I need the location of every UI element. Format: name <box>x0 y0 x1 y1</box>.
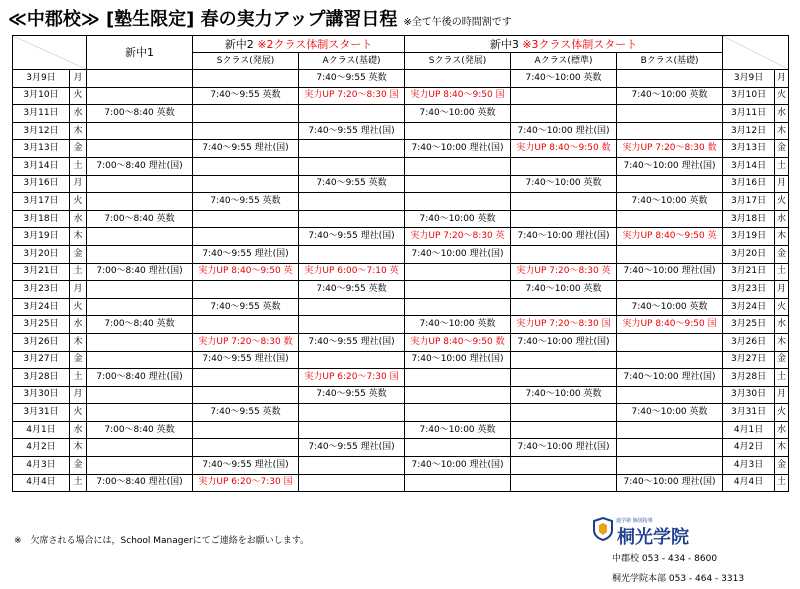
session-cell: 7:40〜10:00 英数 <box>617 87 723 105</box>
session-cell <box>299 457 405 475</box>
session-cell <box>193 316 299 334</box>
session-cell <box>193 210 299 228</box>
date-cell: 3月27日 <box>13 351 70 369</box>
session-cell: 7:00〜8:40 理社(国) <box>87 157 193 175</box>
session-cell <box>87 281 193 299</box>
date-cell-right: 4月1日 <box>723 421 775 439</box>
weekday-cell: 金 <box>70 140 87 158</box>
weekday-cell: 金 <box>70 245 87 263</box>
session-cell <box>405 263 511 281</box>
table-row <box>13 421 789 439</box>
session-cell <box>405 298 511 316</box>
session-cell: 実力UP 7:20〜8:30 国 <box>299 87 405 105</box>
group-s3-note: ※3クラス体制スタート <box>522 37 638 51</box>
session-cell: 実力UP 7:20〜8:30 数 <box>193 333 299 351</box>
date-cell: 3月17日 <box>13 193 70 211</box>
weekday-cell: 月 <box>70 386 87 404</box>
session-cell <box>87 122 193 140</box>
weekday-cell: 金 <box>70 457 87 475</box>
session-cell <box>193 439 299 457</box>
session-cell: 実力UP 8:40〜9:50 英 <box>617 228 723 246</box>
session-cell: 7:40〜10:00 理社(国) <box>405 140 511 158</box>
session-cell <box>193 281 299 299</box>
session-cell <box>299 210 405 228</box>
date-cell: 3月23日 <box>13 281 70 299</box>
session-cell: 7:00〜8:40 英数 <box>87 421 193 439</box>
session-cell <box>87 333 193 351</box>
session-cell: 7:40〜10:00 理社(国) <box>511 228 617 246</box>
weekday-cell: 月 <box>70 281 87 299</box>
group-s2-note: ※2クラス体制スタート <box>257 37 373 51</box>
weekday-cell-right: 火 <box>775 87 789 105</box>
session-cell <box>87 351 193 369</box>
session-cell <box>405 474 511 492</box>
session-cell <box>405 439 511 457</box>
date-cell-right: 3月28日 <box>723 369 775 387</box>
session-cell: 7:00〜8:40 英数 <box>87 316 193 334</box>
contact-branch: 中郡校 053 - 434 - 8600 <box>612 554 718 564</box>
session-cell <box>617 70 723 88</box>
session-cell <box>193 369 299 387</box>
date-cell: 3月20日 <box>13 245 70 263</box>
session-cell <box>87 386 193 404</box>
session-cell: 7:40〜10:00 英数 <box>405 210 511 228</box>
weekday-cell-right: 金 <box>775 245 789 263</box>
date-cell-right: 3月10日 <box>723 87 775 105</box>
session-cell <box>299 245 405 263</box>
table-row <box>13 404 789 422</box>
session-cell <box>511 351 617 369</box>
session-cell: 7:40〜9:55 英数 <box>299 281 405 299</box>
weekday-cell-right: 水 <box>775 421 789 439</box>
session-cell <box>299 140 405 158</box>
session-cell <box>511 193 617 211</box>
session-cell: 実力UP 7:20〜8:30 英 <box>405 228 511 246</box>
session-cell: 7:40〜9:55 理社(国) <box>193 457 299 475</box>
date-cell: 3月30日 <box>13 386 70 404</box>
session-cell <box>511 404 617 422</box>
session-cell <box>617 122 723 140</box>
session-cell <box>617 281 723 299</box>
session-cell: 実力UP 8:40〜9:50 英 <box>193 263 299 281</box>
session-cell <box>617 210 723 228</box>
date-cell: 4月3日 <box>13 457 70 475</box>
session-cell: 実力UP 8:40〜9:50 国 <box>617 316 723 334</box>
footnote: ※ 欠席される場合には，School Managerにてご連絡をお願いします。 <box>14 536 310 546</box>
weekday-cell-right: 水 <box>775 105 789 123</box>
table-row <box>13 228 789 246</box>
session-cell: 7:40〜9:55 理社(国) <box>299 333 405 351</box>
contact-headquarters: 桐光学院本部 053 - 464 - 3313 <box>612 574 745 584</box>
session-cell <box>193 70 299 88</box>
session-cell: 7:40〜10:00 英数 <box>405 105 511 123</box>
date-cell-right: 3月9日 <box>723 70 775 88</box>
date-cell-right: 4月3日 <box>723 457 775 475</box>
date-cell: 3月19日 <box>13 228 70 246</box>
group-header-s1: 新中1 <box>87 36 193 70</box>
table-row <box>13 193 789 211</box>
date-cell-right: 3月14日 <box>723 157 775 175</box>
session-cell: 実力UP 8:40〜9:50 国 <box>405 87 511 105</box>
weekday-cell: 月 <box>70 175 87 193</box>
table-row <box>13 263 789 281</box>
session-cell <box>87 404 193 422</box>
logo-name: 桐光学院 <box>617 527 689 548</box>
date-cell: 3月12日 <box>13 122 70 140</box>
weekday-cell-right: 火 <box>775 298 789 316</box>
date-cell-right: 3月18日 <box>723 210 775 228</box>
schedule-table <box>12 35 789 492</box>
weekday-cell-right: 火 <box>775 404 789 422</box>
session-cell <box>193 105 299 123</box>
weekday-cell: 火 <box>70 298 87 316</box>
table-row <box>13 369 789 387</box>
weekday-cell: 土 <box>70 369 87 387</box>
date-cell: 4月1日 <box>13 421 70 439</box>
session-cell: 7:40〜10:00 英数 <box>511 70 617 88</box>
session-cell: 7:40〜9:55 英数 <box>193 193 299 211</box>
session-cell <box>87 87 193 105</box>
session-cell <box>193 175 299 193</box>
session-cell <box>299 351 405 369</box>
session-cell <box>511 210 617 228</box>
group-header-s3 <box>405 36 723 53</box>
session-cell: 7:40〜10:00 英数 <box>511 386 617 404</box>
table-row <box>13 157 789 175</box>
session-cell <box>405 369 511 387</box>
session-cell: 7:00〜8:40 理社(国) <box>87 369 193 387</box>
session-cell: 実力UP 6:20〜7:30 国 <box>299 369 405 387</box>
date-cell: 3月14日 <box>13 157 70 175</box>
session-cell <box>299 157 405 175</box>
logo-tagline: 進学塾 個別指導 <box>616 518 653 524</box>
weekday-cell: 金 <box>70 351 87 369</box>
session-cell <box>87 457 193 475</box>
class-header: Aクラス(基礎) <box>299 53 405 70</box>
table-row <box>13 140 789 158</box>
weekday-cell: 木 <box>70 333 87 351</box>
date-cell-right: 3月30日 <box>723 386 775 404</box>
session-cell <box>511 87 617 105</box>
weekday-cell-right: 水 <box>775 210 789 228</box>
session-cell: 7:40〜9:55 英数 <box>299 386 405 404</box>
session-cell <box>617 333 723 351</box>
date-cell: 3月24日 <box>13 298 70 316</box>
session-cell: 7:40〜10:00 理社(国) <box>405 457 511 475</box>
date-cell-right: 3月31日 <box>723 404 775 422</box>
session-cell <box>193 228 299 246</box>
group-s2-label: 新中2 <box>224 37 254 51</box>
session-cell: 7:40〜10:00 理社(国) <box>511 122 617 140</box>
session-cell <box>617 421 723 439</box>
session-cell: 7:40〜9:55 英数 <box>299 175 405 193</box>
session-cell <box>511 421 617 439</box>
weekday-cell-right: 土 <box>775 157 789 175</box>
session-cell: 7:40〜10:00 英数 <box>617 298 723 316</box>
session-cell: 7:40〜9:55 英数 <box>193 404 299 422</box>
session-cell <box>511 105 617 123</box>
session-cell <box>299 298 405 316</box>
session-cell: 7:40〜9:55 理社(国) <box>299 439 405 457</box>
weekday-cell: 木 <box>70 439 87 457</box>
session-cell <box>405 386 511 404</box>
session-cell <box>617 439 723 457</box>
session-cell <box>193 157 299 175</box>
date-cell-right: 3月12日 <box>723 122 775 140</box>
date-cell: 3月28日 <box>13 369 70 387</box>
weekday-cell-right: 月 <box>775 386 789 404</box>
session-cell <box>299 404 405 422</box>
weekday-cell-right: 金 <box>775 140 789 158</box>
session-cell <box>87 439 193 457</box>
session-cell: 7:40〜10:00 理社(国) <box>617 474 723 492</box>
weekday-cell-right: 火 <box>775 193 789 211</box>
session-cell <box>87 245 193 263</box>
table-row <box>13 210 789 228</box>
table-row <box>13 281 789 299</box>
page-title <box>8 5 512 31</box>
session-cell <box>299 474 405 492</box>
session-cell <box>299 421 405 439</box>
session-cell <box>511 157 617 175</box>
weekday-cell: 月 <box>70 70 87 88</box>
title-main: ≪中郡校≫ [塾生限定] 春の実力アップ講習日程 <box>8 9 398 30</box>
weekday-cell: 水 <box>70 421 87 439</box>
session-cell <box>405 193 511 211</box>
session-cell <box>511 369 617 387</box>
session-cell <box>617 105 723 123</box>
session-cell: 7:40〜10:00 英数 <box>511 175 617 193</box>
weekday-cell: 水 <box>70 316 87 334</box>
weekday-cell: 火 <box>70 193 87 211</box>
session-cell: 7:40〜9:55 英数 <box>299 70 405 88</box>
date-cell-right: 3月19日 <box>723 228 775 246</box>
session-cell <box>299 193 405 211</box>
weekday-cell-right: 木 <box>775 228 789 246</box>
session-cell <box>617 386 723 404</box>
weekday-cell: 水 <box>70 105 87 123</box>
session-cell: 7:00〜8:40 理社(国) <box>87 263 193 281</box>
logo <box>592 517 752 548</box>
session-cell: 実力UP 7:20〜8:30 英 <box>511 263 617 281</box>
session-cell: 実力UP 7:20〜8:30 国 <box>511 316 617 334</box>
date-cell-right: 3月26日 <box>723 333 775 351</box>
session-cell: 7:40〜9:55 理社(国) <box>193 140 299 158</box>
date-cell-right: 3月16日 <box>723 175 775 193</box>
table-row <box>13 333 789 351</box>
date-cell: 3月25日 <box>13 316 70 334</box>
header-row-groups <box>13 36 789 53</box>
date-cell-right: 3月11日 <box>723 105 775 123</box>
weekday-cell-right: 土 <box>775 263 789 281</box>
session-cell: 7:40〜10:00 理社(国) <box>617 263 723 281</box>
session-cell: 7:40〜10:00 理社(国) <box>617 369 723 387</box>
class-header: Aクラス(標準) <box>511 53 617 70</box>
weekday-cell: 木 <box>70 228 87 246</box>
session-cell <box>511 457 617 475</box>
table-row <box>13 70 789 88</box>
date-cell-right: 3月13日 <box>723 140 775 158</box>
session-cell <box>405 175 511 193</box>
date-cell-right: 3月25日 <box>723 316 775 334</box>
date-cell-right: 3月23日 <box>723 281 775 299</box>
date-cell-right: 4月4日 <box>723 474 775 492</box>
session-cell: 7:40〜9:55 理社(国) <box>193 351 299 369</box>
table-row <box>13 351 789 369</box>
date-cell-right: 3月20日 <box>723 245 775 263</box>
session-cell: 7:40〜9:55 英数 <box>193 87 299 105</box>
corner-cell-right <box>723 36 789 70</box>
weekday-cell: 火 <box>70 404 87 422</box>
weekday-cell: 土 <box>70 263 87 281</box>
weekday-cell-right: 木 <box>775 333 789 351</box>
session-cell <box>511 474 617 492</box>
session-cell <box>193 122 299 140</box>
session-cell <box>87 70 193 88</box>
date-cell-right: 3月17日 <box>723 193 775 211</box>
session-cell: 7:40〜10:00 英数 <box>511 281 617 299</box>
weekday-cell-right: 土 <box>775 369 789 387</box>
date-cell: 3月9日 <box>13 70 70 88</box>
table-row <box>13 298 789 316</box>
session-cell: 実力UP 8:40〜9:50 数 <box>511 140 617 158</box>
table-row <box>13 245 789 263</box>
session-cell: 7:40〜10:00 理社(国) <box>405 245 511 263</box>
table-row <box>13 439 789 457</box>
date-cell: 3月18日 <box>13 210 70 228</box>
date-cell-right: 4月2日 <box>723 439 775 457</box>
session-cell: 7:40〜10:00 英数 <box>405 316 511 334</box>
table-row <box>13 175 789 193</box>
weekday-cell: 水 <box>70 210 87 228</box>
session-cell <box>299 316 405 334</box>
session-cell: 実力UP 8:40〜9:50 数 <box>405 333 511 351</box>
group-s3-label: 新中3 <box>489 37 519 51</box>
session-cell <box>405 122 511 140</box>
weekday-cell-right: 木 <box>775 122 789 140</box>
session-cell <box>87 228 193 246</box>
weekday-cell: 木 <box>70 122 87 140</box>
session-cell <box>511 298 617 316</box>
class-header: Sクラス(発展) <box>405 53 511 70</box>
session-cell <box>193 386 299 404</box>
session-cell: 7:40〜10:00 英数 <box>617 193 723 211</box>
session-cell <box>405 157 511 175</box>
session-cell <box>617 351 723 369</box>
session-cell <box>405 281 511 299</box>
weekday-cell: 火 <box>70 87 87 105</box>
session-cell <box>405 70 511 88</box>
session-cell <box>405 404 511 422</box>
date-cell: 3月11日 <box>13 105 70 123</box>
table-row <box>13 122 789 140</box>
session-cell: 7:40〜10:00 理社(国) <box>405 351 511 369</box>
table-row <box>13 316 789 334</box>
session-cell: 7:40〜10:00 理社(国) <box>511 439 617 457</box>
session-cell: 7:40〜10:00 理社(国) <box>617 157 723 175</box>
logo-emblem-icon <box>592 517 614 541</box>
weekday-cell-right: 水 <box>775 316 789 334</box>
session-cell <box>511 245 617 263</box>
date-cell: 3月26日 <box>13 333 70 351</box>
weekday-cell-right: 月 <box>775 175 789 193</box>
session-cell: 7:00〜8:40 理社(国) <box>87 474 193 492</box>
title-note: ※全て午後の時間割です <box>403 17 512 28</box>
date-cell: 3月10日 <box>13 87 70 105</box>
table-row <box>13 457 789 475</box>
session-cell: 7:40〜10:00 英数 <box>405 421 511 439</box>
table-row <box>13 105 789 123</box>
table-row <box>13 474 789 492</box>
weekday-cell-right: 土 <box>775 474 789 492</box>
session-cell <box>87 175 193 193</box>
date-cell: 3月16日 <box>13 175 70 193</box>
session-cell <box>617 457 723 475</box>
session-cell: 7:40〜9:55 理社(国) <box>299 122 405 140</box>
date-cell-right: 3月21日 <box>723 263 775 281</box>
session-cell: 7:40〜10:00 英数 <box>617 404 723 422</box>
session-cell <box>299 105 405 123</box>
session-cell <box>87 193 193 211</box>
session-cell: 7:00〜8:40 英数 <box>87 105 193 123</box>
date-cell-right: 3月27日 <box>723 351 775 369</box>
group-header-s2 <box>193 36 405 53</box>
session-cell: 実力UP 6:20〜7:30 国 <box>193 474 299 492</box>
session-cell: 7:40〜9:55 英数 <box>193 298 299 316</box>
date-cell: 3月31日 <box>13 404 70 422</box>
session-cell <box>193 421 299 439</box>
table-row <box>13 386 789 404</box>
session-cell: 7:40〜10:00 理社(国) <box>511 333 617 351</box>
class-header: Bクラス(基礎) <box>617 53 723 70</box>
date-cell: 3月21日 <box>13 263 70 281</box>
weekday-cell-right: 月 <box>775 70 789 88</box>
weekday-cell: 土 <box>70 474 87 492</box>
session-cell <box>617 245 723 263</box>
session-cell <box>87 298 193 316</box>
session-cell: 実力UP 6:00〜7:10 英 <box>299 263 405 281</box>
weekday-cell-right: 金 <box>775 457 789 475</box>
class-header: Sクラス(発展) <box>193 53 299 70</box>
date-cell: 4月4日 <box>13 474 70 492</box>
date-cell: 3月13日 <box>13 140 70 158</box>
date-cell-right: 3月24日 <box>723 298 775 316</box>
corner-cell-left <box>13 36 87 70</box>
session-cell: 7:40〜9:55 理社(国) <box>299 228 405 246</box>
session-cell <box>617 175 723 193</box>
weekday-cell-right: 月 <box>775 281 789 299</box>
date-cell: 4月2日 <box>13 439 70 457</box>
weekday-cell-right: 木 <box>775 439 789 457</box>
session-cell <box>87 140 193 158</box>
session-cell: 7:00〜8:40 英数 <box>87 210 193 228</box>
session-cell: 実力UP 7:20〜8:30 数 <box>617 140 723 158</box>
table-row <box>13 87 789 105</box>
weekday-cell-right: 金 <box>775 351 789 369</box>
weekday-cell: 土 <box>70 157 87 175</box>
session-cell: 7:40〜9:55 理社(国) <box>193 245 299 263</box>
